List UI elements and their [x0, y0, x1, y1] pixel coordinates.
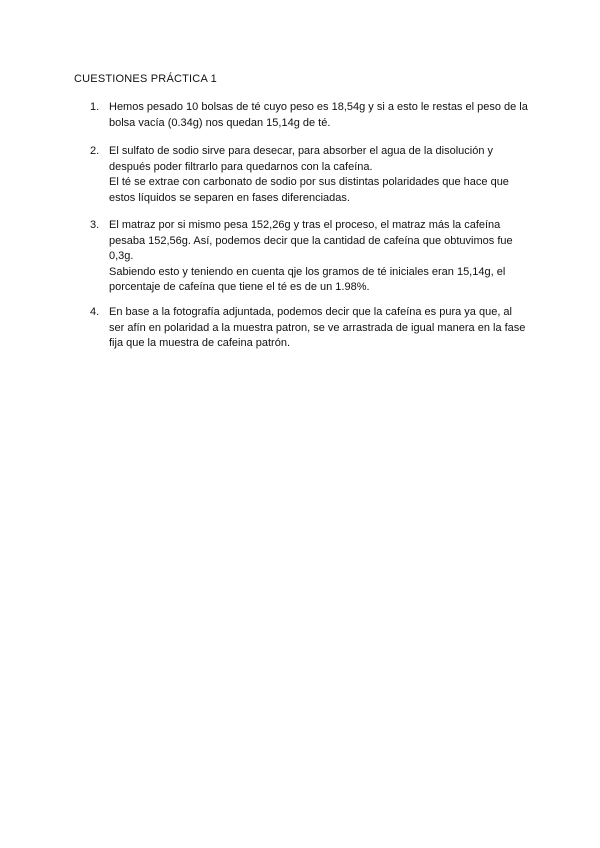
list-item: [90, 218, 530, 296]
item-paragraph: El sulfato de sodio sirve para desecar, para absorber el agua de la disolución y después poder filtrarlo para quedarnos con la cafeína.: [109, 145, 494, 173]
list-item: [90, 305, 530, 352]
list-item: [90, 144, 530, 206]
item-body: [109, 100, 530, 131]
item-paragraph: En base a la fotografía adjuntada, podemos decir que la cafeína es pura ya que, al ser afín en polaridad a la muestra patron, se ve arrastrada de igual manera en la fase fija que la muestra de cafeina patrón.: [109, 306, 526, 349]
item-paragraph: Sabiendo esto y teniendo en cuenta qje los gramos de té iniciales eran 15,14g, el porcentaje de cafeína que tiene el té es de un 1.98%.: [109, 265, 506, 293]
item-number: 4.: [90, 306, 100, 318]
item-body: [109, 305, 530, 352]
item-paragraph: El té se extrae con carbonato de sodio por sus distintas polaridades que hace que estos líquidos se separen en fases diferenciadas.: [109, 176, 509, 204]
page-title: CUESTIONES PRÁCTICA 1: [74, 73, 217, 85]
list-item: [90, 100, 530, 131]
item-number: 3.: [90, 219, 100, 231]
item-body: [109, 218, 530, 296]
item-paragraph: El matraz por si mismo pesa 152,26g y tras el proceso, el matraz más la cafeína pesaba 152,56g. Así, podemos decir que la cantidad de cafeína que obtuvimos fue 0,3g.: [109, 219, 513, 262]
item-number: 1.: [90, 101, 100, 113]
item-number: 2.: [90, 145, 100, 157]
item-paragraph: Hemos pesado 10 bolsas de té cuyo peso es 18,54g y si a esto le restas el peso de la bolsa vacía (0.34g) nos quedan 15,14g de té.: [109, 101, 528, 129]
item-body: [109, 144, 530, 206]
